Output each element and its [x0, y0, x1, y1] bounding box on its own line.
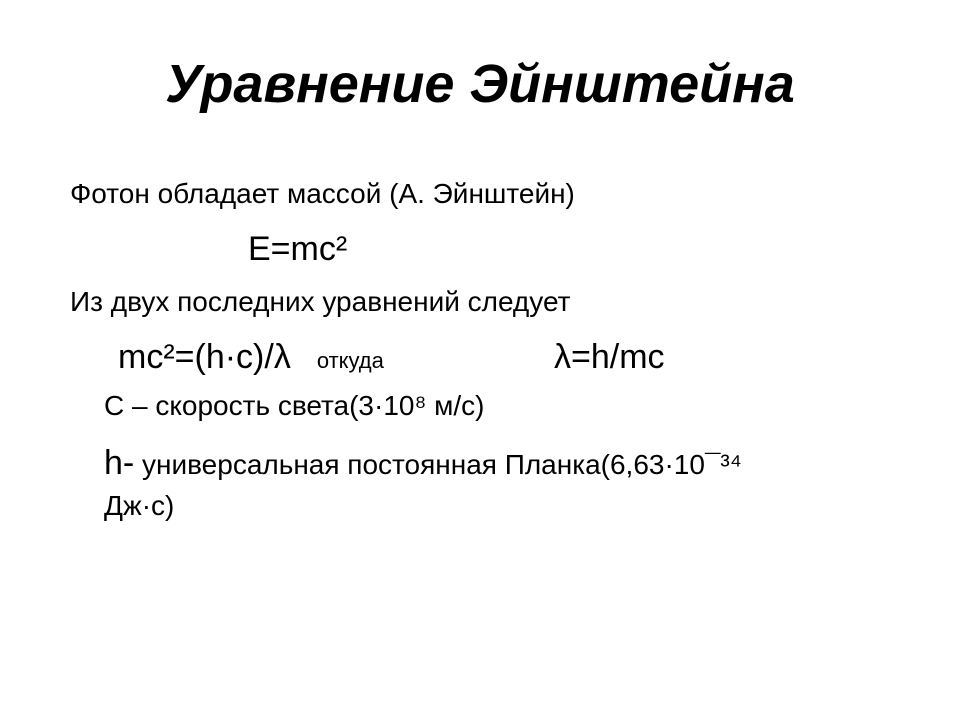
speed-of-light-text: С – скорость света(3·10⁸ м/с)	[104, 390, 485, 421]
planck-description: универсальная постоянная Планка(6,63·10¯³⁴	[134, 449, 742, 480]
photon-mass-text: Фотон обладает массой (А. Эйнштейн)	[70, 178, 575, 209]
planck-symbol: h-	[104, 444, 135, 482]
whence-word: откуда	[316, 348, 384, 373]
slide-title: Уравнение Эйнштейна	[165, 54, 795, 114]
relation-formula: mc²=(h·c)/λ	[118, 338, 291, 376]
relation-line	[118, 334, 665, 384]
einstein-formula: E=mc²	[248, 230, 348, 268]
conclusion-text: Из двух последних уравнений следует	[70, 286, 571, 317]
planck-line	[104, 440, 742, 488]
wavelength-formula: λ=h/mc	[554, 338, 665, 376]
planck-units: Дж·с)	[104, 490, 175, 521]
